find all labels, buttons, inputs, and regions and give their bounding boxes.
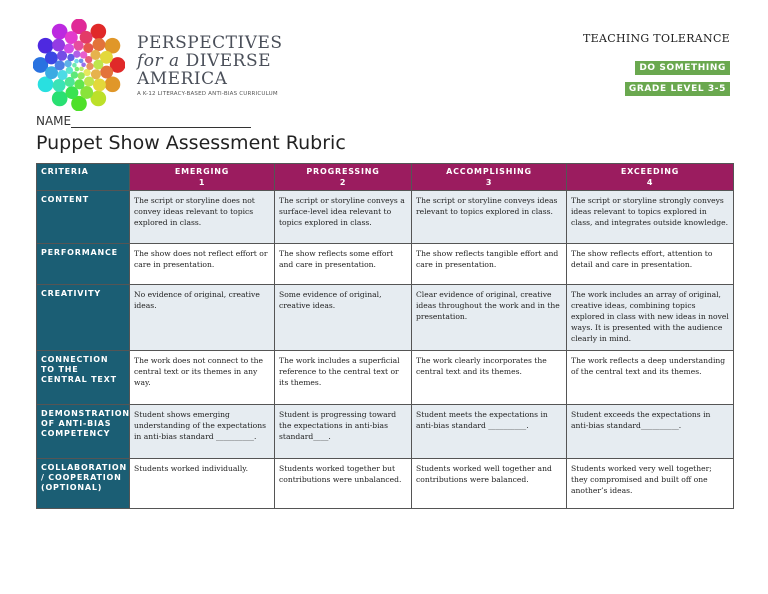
table-cell: The show reflects tangible effort and care in presentation. [412,244,567,285]
header-criteria: CRITERIA [37,164,130,191]
table-cell: No evidence of original, creative ideas. [130,285,275,351]
table-row [37,285,734,351]
do-something-badge: DO SOMETHING [635,61,730,75]
criteria-cell: CONNECTION TO THE CENTRAL TEXT [37,351,130,405]
header-exceeding: EXCEEDING 4 [567,164,734,191]
table-cell: Student is progressing toward the expectations in anti-bias standard____. [275,405,412,459]
page-title: Puppet Show Assessment Rubric [36,132,346,154]
table-cell: The work does not connect to the central text or its themes in any way. [130,351,275,405]
header-emerging: EMERGING 1 [130,164,275,191]
name-field [36,114,251,128]
header-progressing: PROGRESSING 2 [275,164,412,191]
brand-line-1: PERSPECTIVES [137,33,283,53]
rubric-table [36,163,734,509]
table-cell: Student meets the expectations in anti-bias standard __________. [412,405,567,459]
table-cell: The show does not reflect effort or care in presentation. [130,244,275,285]
brand-line-2: for a DIVERSE [137,51,271,71]
table-cell: Student shows emerging understanding of the expectations in anti-bias standard __________. [130,405,275,459]
table-cell: Students worked well together and contributions were balanced. [412,459,567,509]
table-row [37,459,734,509]
teaching-tolerance-label: TEACHING TOLERANCE [583,32,730,45]
table-cell: The work includes a superficial reference to the central text or its themes. [275,351,412,405]
criteria-cell: DEMONSTRATION OF ANTI-BIAS COMPETENCY [37,405,130,459]
perspectives-flower-logo-icon [33,19,125,111]
table-cell: Students worked very well together; they compromised and built off one another’s ideas. [567,459,734,509]
name-blank-line[interactable] [71,115,251,128]
table-row [37,244,734,285]
table-cell: The script or storyline conveys a surface-level idea relevant to topics explored in class. [275,191,412,244]
table-cell: The work includes an array of original, creative ideas, combining topics explored in class with new ideas in novel ways. It is presented with the audience clearly in mind. [567,285,734,351]
criteria-cell: CONTENT [37,191,130,244]
table-cell: The script or storyline strongly conveys ideas relevant to topics explored in class, and integrates outside knowledge. [567,191,734,244]
grade-level-badge: GRADE LEVEL 3-5 [625,82,730,96]
table-cell: Student exceeds the expectations in anti-bias standard__________. [567,405,734,459]
criteria-cell: PERFORMANCE [37,244,130,285]
header-accomplishing: ACCOMPLISHING 3 [412,164,567,191]
table-cell: Students worked together but contributions were unbalanced. [275,459,412,509]
table-cell: The work clearly incorporates the central text and its themes. [412,351,567,405]
table-row [37,405,734,459]
brand-line-3: AMERICA [137,69,228,89]
name-label: NAME [36,114,72,128]
table-cell: The script or storyline conveys ideas relevant to topics explored in class. [412,191,567,244]
table-cell: The script or storyline does not convey ideas relevant to topics explored in class. [130,191,275,244]
table-cell: The work reflects a deep understanding of the central text and its themes. [567,351,734,405]
table-cell: Some evidence of original, creative ideas. [275,285,412,351]
table-cell: The show reflects effort, attention to detail and care in presentation. [567,244,734,285]
criteria-cell: CREATIVITY [37,285,130,351]
table-cell: The show reflects some effort and care in presentation. [275,244,412,285]
rubric-header-row [37,164,734,191]
brand-wordmark [137,34,307,97]
criteria-cell: COLLABORATION / COOPERATION (OPTIONAL) [37,459,130,509]
table-cell: Students worked individually. [130,459,275,509]
table-row [37,351,734,405]
table-cell: Clear evidence of original, creative ideas throughout the work and in the presentation. [412,285,567,351]
brand-tagline: A K-12 LITERACY-BASED ANTI-BIAS CURRICULUM [137,91,278,97]
table-row [37,191,734,244]
